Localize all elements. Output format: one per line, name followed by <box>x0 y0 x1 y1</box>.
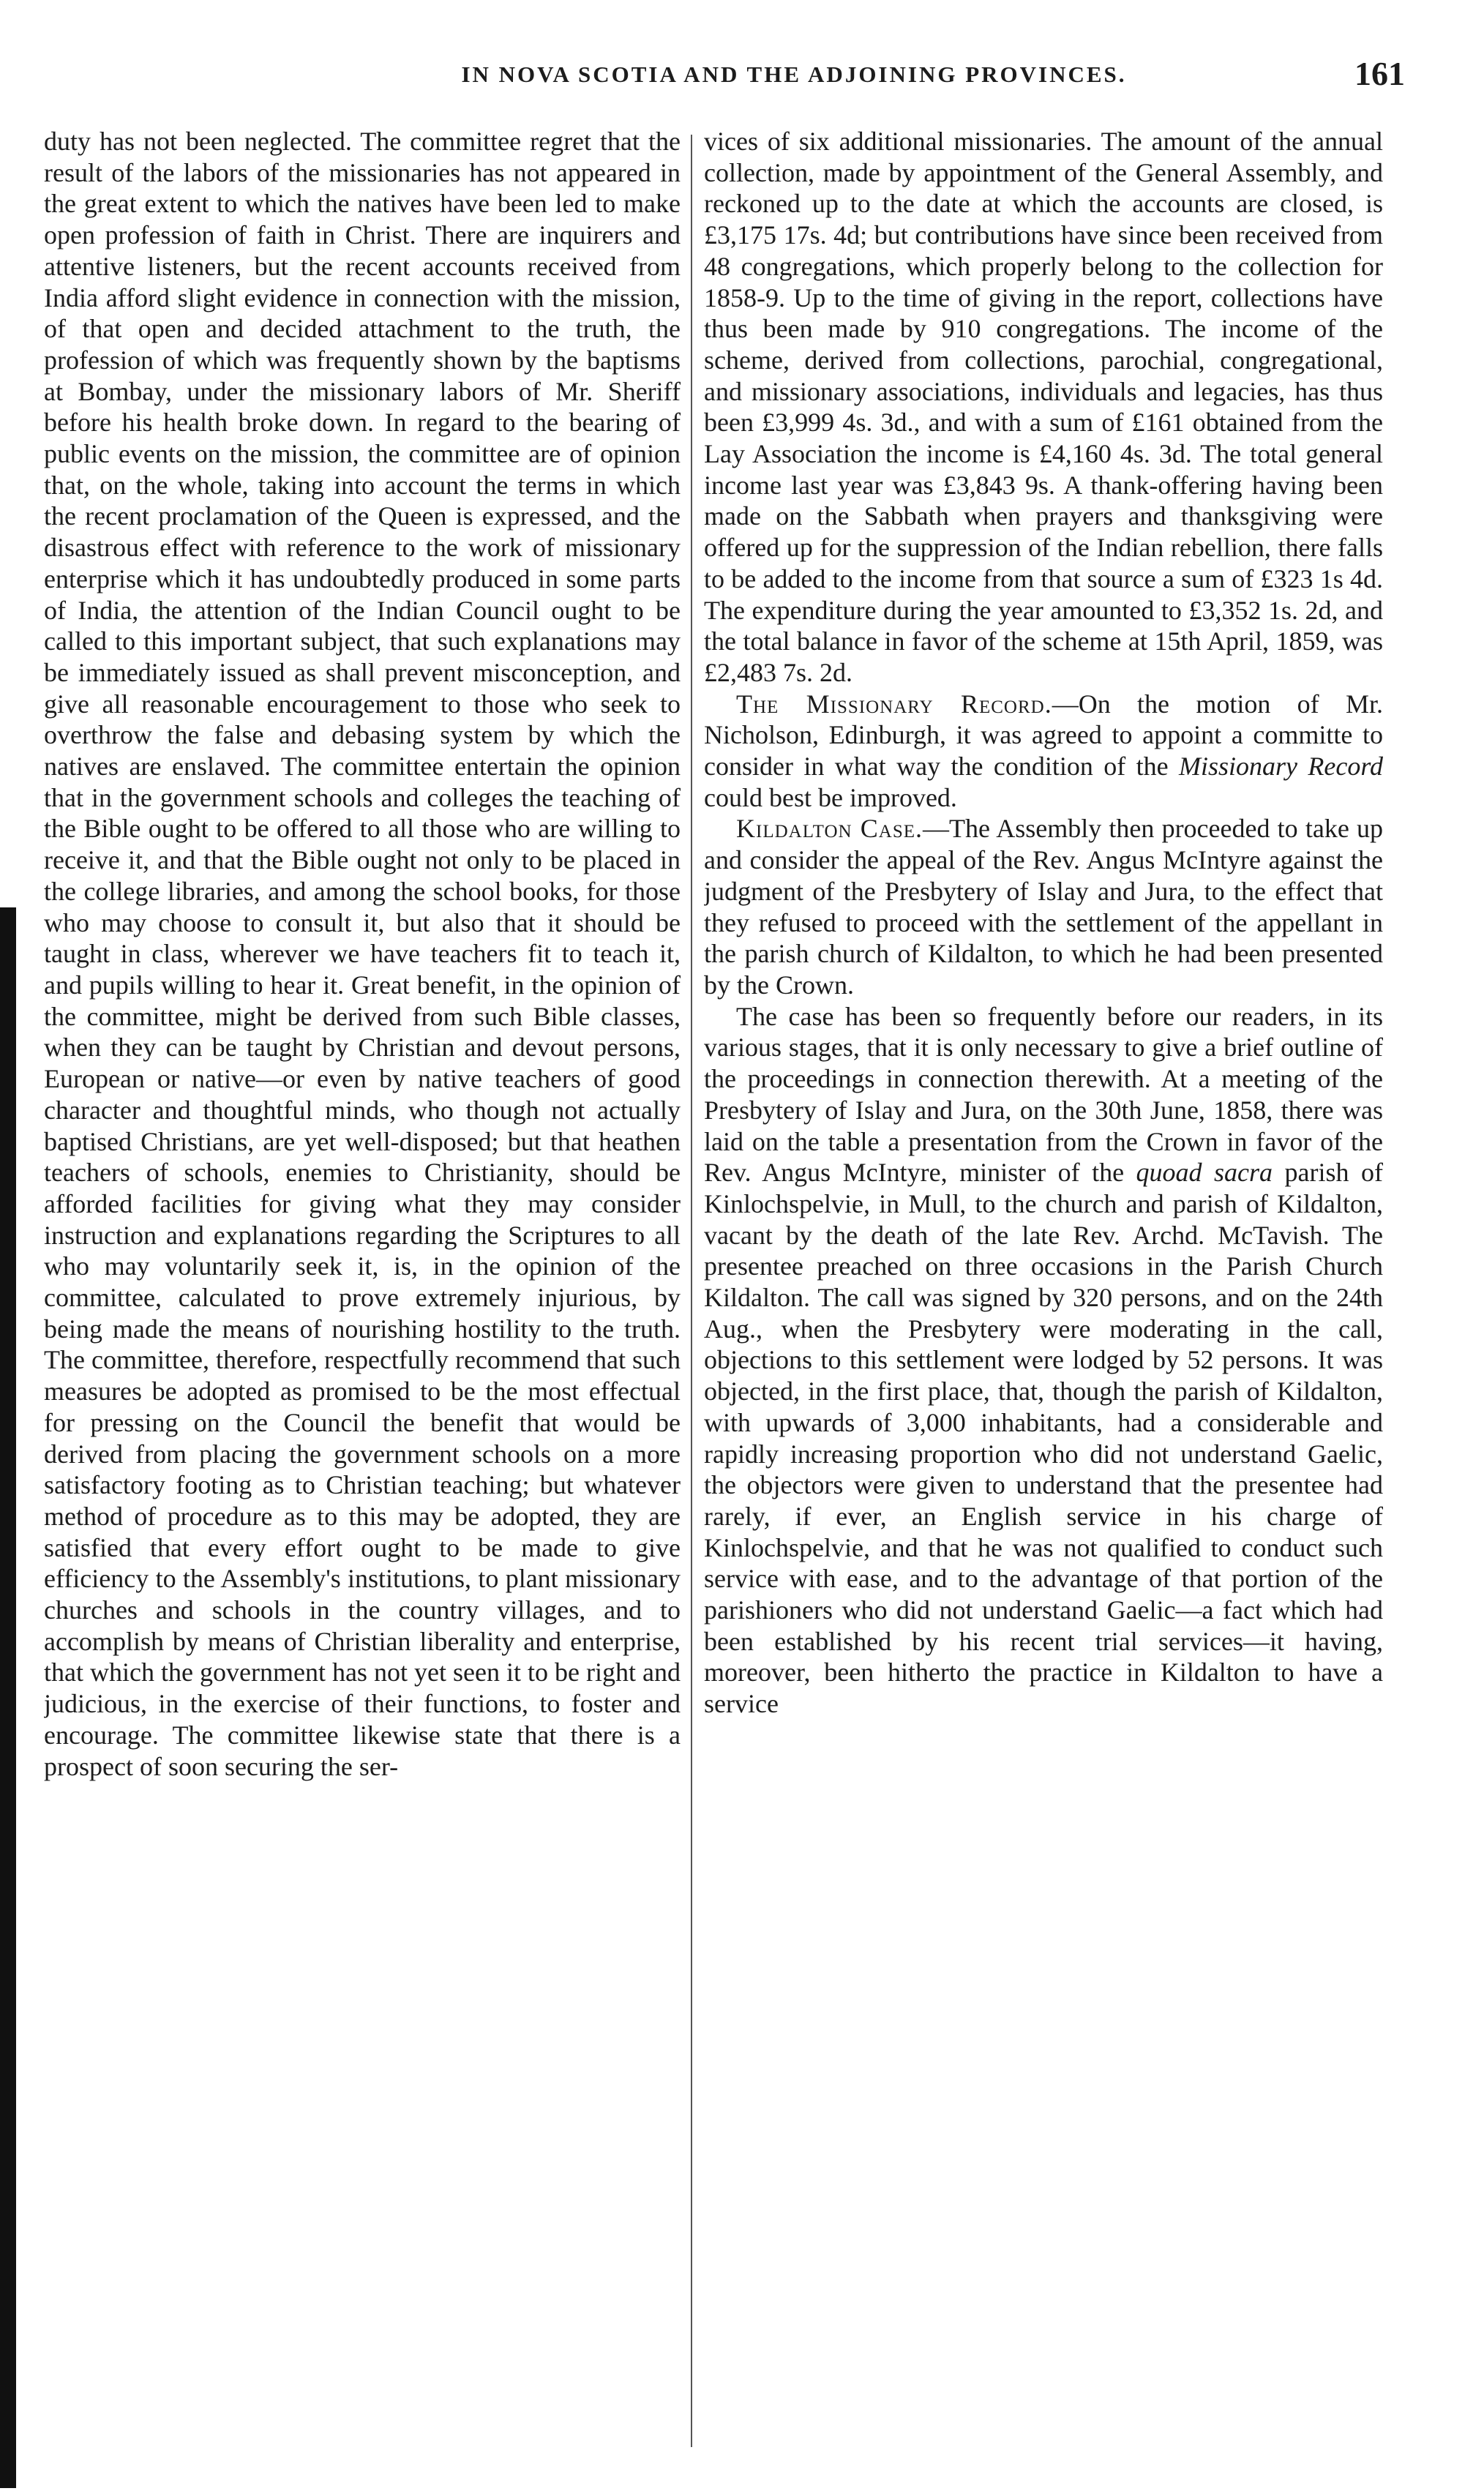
column-divider <box>691 135 692 2447</box>
missionary-record-text-end: could best be improved. <box>704 782 957 812</box>
left-paragraph-continued: duty has not been neglected. The committee regret that the result of the labors of the missionaries has not appeared in the great extent to which the natives have been led to make open profession of faith in Christ. There are inquirers and attentive listeners, but the recent accounts received from India afford slight evidence in connection with the mission, of that open and decided attachment to the truth, the profession of which was frequently shown by the baptisms at Bombay, under the missionary labors of Mr. Sheriff before his health broke down. In regard to the bearing of public events on the mission, the committee are of opinion that, on the whole, taking into account the terms in which the recent proclamation of the Queen is expressed, and the disastrous effect with reference to the work of missionary enterprise which it has undoubtedly produced in some parts of India, the attention of the Indian Council ought to be called to this important subject, that such explanations may be immediately issued as shall prevent misconception, and give all reasonable encouragement to those who seek to overthrow the false and debasing system by which the natives are enslaved. The committee entertain the opinion that in the government schools and colleges the teaching of the Bible ought to be offered to all those who are willing to receive it, and that the Bible ought not only to be placed in the college libraries, and among the school books, for those who may choose to consult it, but also that it should be taught in class, wherever we have teachers fit to teach it, and pupils willing to hear it. Great benefit, in the opinion of the committee, might be derived from such Bible classes, when they can be taught by Christian and devout persons, European or native—or even by native teachers of good character and thoughtful minds, who though not actually baptised Christians, are yet well-disposed; but that heathen teachers of schools, enemies to Christianity, should be afforded facilities for giving what they may consider instruction and explanations regarding the Scriptures to all who may voluntarily seek it, is, in the opinion of the committee, calculated to prove extremely injurious, by being made the means of nourishing hostility to the truth. The committee, therefore, respectfully recommend that such measures be adopted as promised to be the most effectual for pressing on the Council the benefit that would be derived from placing the government schools on a more satisfactory footing as to Christian teaching; but whatever method of procedure as to this may be adopted, they are satisfied that every effort ought to be made to give efficiency to the Assembly's institutions, to plant missionary churches and schools in the country villages, and to accomplish by means of Christian liberality and enterprise, that which the government has not yet seen it to be right and judicious, in the exercise of their functions, to foster and encourage. The committee likewise state that there is a prospect of soon securing the ser- <box>44 127 681 1781</box>
binding-shadow <box>0 907 16 2488</box>
missionary-record-title: Missionary Record <box>1178 752 1383 782</box>
left-column <box>44 126 681 2438</box>
right-column <box>704 126 1383 2438</box>
running-title: IN NOVA SCOTIA AND THE ADJOINING PROVINCES. <box>461 61 1127 87</box>
page-number: 161 <box>1354 55 1405 92</box>
case-outline-paragraph <box>704 1001 1383 1720</box>
page-header <box>322 55 1405 113</box>
kildalton-case-heading: Kildalton Case. <box>736 814 923 844</box>
case-outline-text-end: parish of Kinlochspelvie, in Mull, to the church and parish of Kildalton, vacant by the death of the late Rev. Archd. McTavish. The presentee preached on three occasions in the Parish Church Kildalton. The call was signed by 320 persons, and on the 24th Aug., when the Presbytery were moderating in the call, objections to this settlement were lodged by 52 persons. It was objected, in the first place, that, though the parish of Kildalton, with upwards of 3,000 inhabitants, had a considerable and rapidly increasing proportion who did not understand Gaelic, the objectors were given to understand that the presentee had rarely, if ever, an English service in his charge of Kinlochspelvie, and that he was not qualified to conduct such service with ease, and to the advantage of that portion of the parishioners who did not understand Gaelic—a fact which had been established by his recent trial services—it having, moreover, been hitherto the practice in Kildalton to have a service <box>704 1158 1383 1719</box>
missionary-record-text: —On the motion of Mr. Nicholson, Edinburgh, it was agreed to appoint a committe to consider in what way the condition of the <box>704 689 1383 782</box>
case-outline-text: The case has been so frequently before our readers, in its various stages, that it is only necessary to give a brief outline of the proceedings in connection therewith. At a meeting of the Presbytery of Islay and Jura, on the 30th June, 1858, there was laid on the table a presentation from the Crown in favor of the Rev. Angus McIntyre, minister of the <box>704 1001 1383 1188</box>
kildalton-case-text: —The Assembly then proceeded to take up and consider the appeal of the Rev. Angus McIntyre against the judgment of the Presbytery of Islay and Jura, to the effect that they refused to proceed with the settlement of the appellant in the parish church of Kildalton, to which he had been presented by the Crown. <box>704 814 1383 1000</box>
missionary-record-heading: The Missionary Record. <box>736 689 1052 719</box>
missionary-record-paragraph <box>704 689 1383 814</box>
kildalton-case-paragraph <box>704 813 1383 1000</box>
right-paragraph-continued: vices of six additional missionaries. The amount of the annual collection, made by appointment of the General Assembly, and reckoned up to the date at which the accounts are closed, is £3,175 17s. 4d; but contributions have since been received from 48 congregations, which properly belong to the collection for 1858-9. Up to the time of giving in the report, collections have thus been made by 910 congregations. The income of the scheme, derived from collections, parochial, congregational, and missionary associations, individuals and legacies, has thus been £3,999 4s. 3d., and with a sum of £161 obtained from the Lay Association the income is £4,160 4s. 3d. The total general income last year was £3,843 9s. A thank-offering having been made on the Sabbath when prayers and thanksgiving were offered up for the suppression of the Indian rebellion, there falls to be added to the income from that source a sum of £323 1s 4d. The expenditure during the year amounted to £3,352 1s. 2d, and the total balance in favor of the scheme at 15th April, 1859, was £2,483 7s. 2d. <box>704 127 1383 687</box>
case-outline-italic: quoad sacra <box>1136 1158 1273 1188</box>
